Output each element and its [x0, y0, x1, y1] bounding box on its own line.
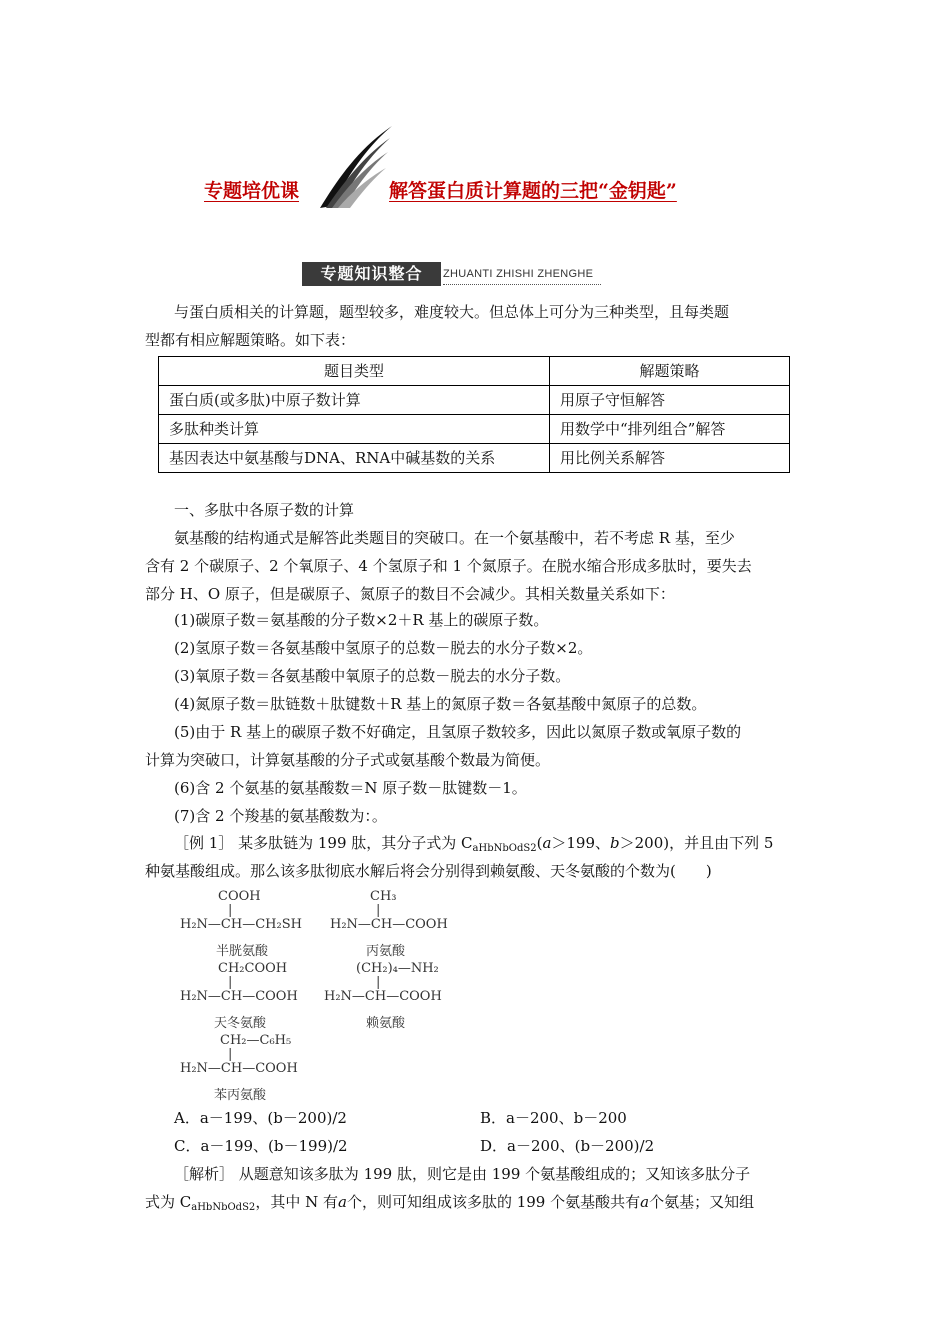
- title-left: 专题培优课: [204, 180, 300, 202]
- analysis-text-2b: ，其中 N 有: [255, 1193, 338, 1211]
- table-cell: 用原子守恒解答: [550, 386, 790, 415]
- rule-item-3: (3)氧原子数＝各氨基酸中氧原子的总数－脱去的水分子数。: [174, 667, 571, 685]
- table-row: [159, 386, 790, 415]
- table-row: [159, 444, 790, 473]
- example-text-1d: ＞200)，并且由下列 5: [619, 834, 774, 852]
- rule-item-2: (2)氢原子数＝各氨基酸中氢原子的总数－脱去的水分子数×2。: [174, 639, 593, 657]
- var-a: a: [542, 834, 552, 852]
- analysis-line-2: 式为 $C_{aHbNbOdS2}$，其中 N 有a个，则可知组成该多肽的 199 个氨基酸共有a个氨基；又知组: [145, 1193, 755, 1213]
- asp-main: H₂N—CH—COOH: [180, 989, 298, 1004]
- cys-bond: |: [228, 903, 233, 918]
- intro-line-2: 型都有相应解题策略。如下表：: [145, 331, 356, 349]
- asp-bond: |: [228, 975, 233, 990]
- analysis-label: ［解析］: [174, 1165, 235, 1183]
- option-b: B．a－200、b－200: [480, 1109, 627, 1127]
- table-cell: 多肽种类计算: [159, 415, 550, 444]
- rule-item-5: (5)由于 R 基上的碳原子数不好确定，且氢原子数较多，因此以氮原子数或氧原子数的: [174, 723, 742, 741]
- rule-item-4: (4)氮原子数＝肽链数＋肽键数＋R 基上的氮原子数＝各氨基酸中氮原子的总数。: [174, 695, 707, 713]
- table-cell: 用数学中“排列组合”解答: [550, 415, 790, 444]
- option-a: A．a－199、(b－200)/2: [174, 1109, 347, 1127]
- rule-item-7: (7)含 2 个羧基的氨基酸数为：。: [174, 807, 387, 825]
- analysis-text-2d: 个氨基；又知组: [649, 1193, 755, 1211]
- option-c: C．a－199、(b－199)/2: [174, 1137, 348, 1155]
- example-text-1b: (: [536, 834, 543, 852]
- banner-cn: 专题知识整合: [302, 262, 441, 286]
- lys-name: 赖氨酸: [366, 1016, 406, 1031]
- example-text-1a: 某多肽链为 199 肽，其分子式为 C: [238, 834, 473, 852]
- analysis-text-2c: 个，则可知组成该多肽的 199 个氨基酸共有: [346, 1193, 641, 1211]
- banner-pinyin: ZHUANTI ZHISHI ZHENGHE: [443, 268, 594, 280]
- analysis-line-1: [174, 1160, 750, 1188]
- var-a: a: [337, 1193, 347, 1211]
- table-cell: 基因表达中氨基酸与DNA、RNA中碱基数的关系: [159, 444, 550, 473]
- table-header-row: [159, 357, 790, 386]
- example-text-1c: ＞199、: [551, 834, 611, 852]
- section-heading: 一、多肽中各原子数的计算: [174, 501, 355, 519]
- phe-main: H₂N—CH—COOH: [180, 1061, 298, 1076]
- phe-top: CH₂—C₆H₅: [220, 1033, 292, 1048]
- option-d: D．a－200、(b－200)/2: [480, 1137, 655, 1155]
- cys-top: COOH: [218, 889, 261, 904]
- ala-bond: |: [376, 903, 381, 918]
- example-label: ［例 1］: [174, 834, 234, 852]
- cys-name: 半胱氨酸: [216, 944, 269, 959]
- ala-top: CH₃: [370, 889, 397, 904]
- banner-underline: [443, 284, 601, 285]
- strategy-table: [158, 356, 790, 473]
- lys-bond: |: [376, 975, 381, 990]
- table-cell: 用比例关系解答: [550, 444, 790, 473]
- var-b: b: [610, 834, 620, 852]
- analysis-text-2a: 式为 C: [145, 1193, 192, 1211]
- example-line-2: 种氨基酸组成。那么该多肽彻底水解后将会分别得到赖氨酸、天冬氨酸的个数为( ): [145, 862, 712, 880]
- lys-main: H₂N—CH—COOH: [324, 989, 442, 1004]
- table-header: 解题策略: [550, 357, 790, 386]
- rule-item-1: (1)碳原子数＝氨基酸的分子数×2＋R 基上的碳原子数。: [174, 611, 549, 629]
- analysis-text-1: 从题意知该多肽为 199 肽，则它是由 199 个氨基酸组成的；又知该多肽分子: [238, 1165, 751, 1183]
- lys-top: (CH₂)₄—NH₂: [356, 961, 439, 976]
- rule-item-6: (6)含 2 个氨基的氨基酸数＝N 原子数－肽键数－1。: [174, 779, 527, 797]
- asp-name: 天冬氨酸: [214, 1016, 267, 1031]
- cys-main: H₂N—CH—CH₂SH: [180, 917, 302, 932]
- table-row: [159, 415, 790, 444]
- table-cell: 蛋白质(或多肽)中原子数计算: [159, 386, 550, 415]
- para-line-1: 氨基酸的结构通式是解答此类题目的突破口。在一个氨基酸中，若不考虑 R 基，至少: [174, 529, 735, 547]
- asp-top: CH₂COOH: [218, 961, 288, 976]
- phe-bond: |: [228, 1047, 233, 1062]
- phe-name: 苯丙氨酸: [214, 1088, 267, 1103]
- para-line-2: 含有 2 个碳原子、2 个氧原子、4 个氢原子和 1 个氮原子。在脱水缩合形成多肽时，要失去: [145, 557, 752, 575]
- title-right: 解答蛋白质计算题的三把“金钥匙”: [389, 180, 677, 202]
- table-header: 题目类型: [159, 357, 550, 386]
- intro-line-1: 与蛋白质相关的计算题，题型较多，难度较大。但总体上可分为三种类型，且每类题: [174, 303, 730, 321]
- ala-name: 丙氨酸: [366, 944, 406, 959]
- ala-main: H₂N—CH—COOH: [330, 917, 448, 932]
- rule-item-5-cont: 计算为突破口，计算氨基酸的分子式或氨基酸个数最为简便。: [145, 751, 551, 769]
- para-line-3: 部分 H、O 原子，但是碳原子、氮原子的数目不会减少。其相关数量关系如下：: [145, 585, 675, 603]
- var-a: a: [640, 1193, 650, 1211]
- page-title: [0, 176, 950, 206]
- example-line-1: ［例 1］ 某多肽链为 199 肽，其分子式为 $C_{aHbNbOdS2}(a>199$、b＞200)，并且由下列 5: [174, 834, 774, 854]
